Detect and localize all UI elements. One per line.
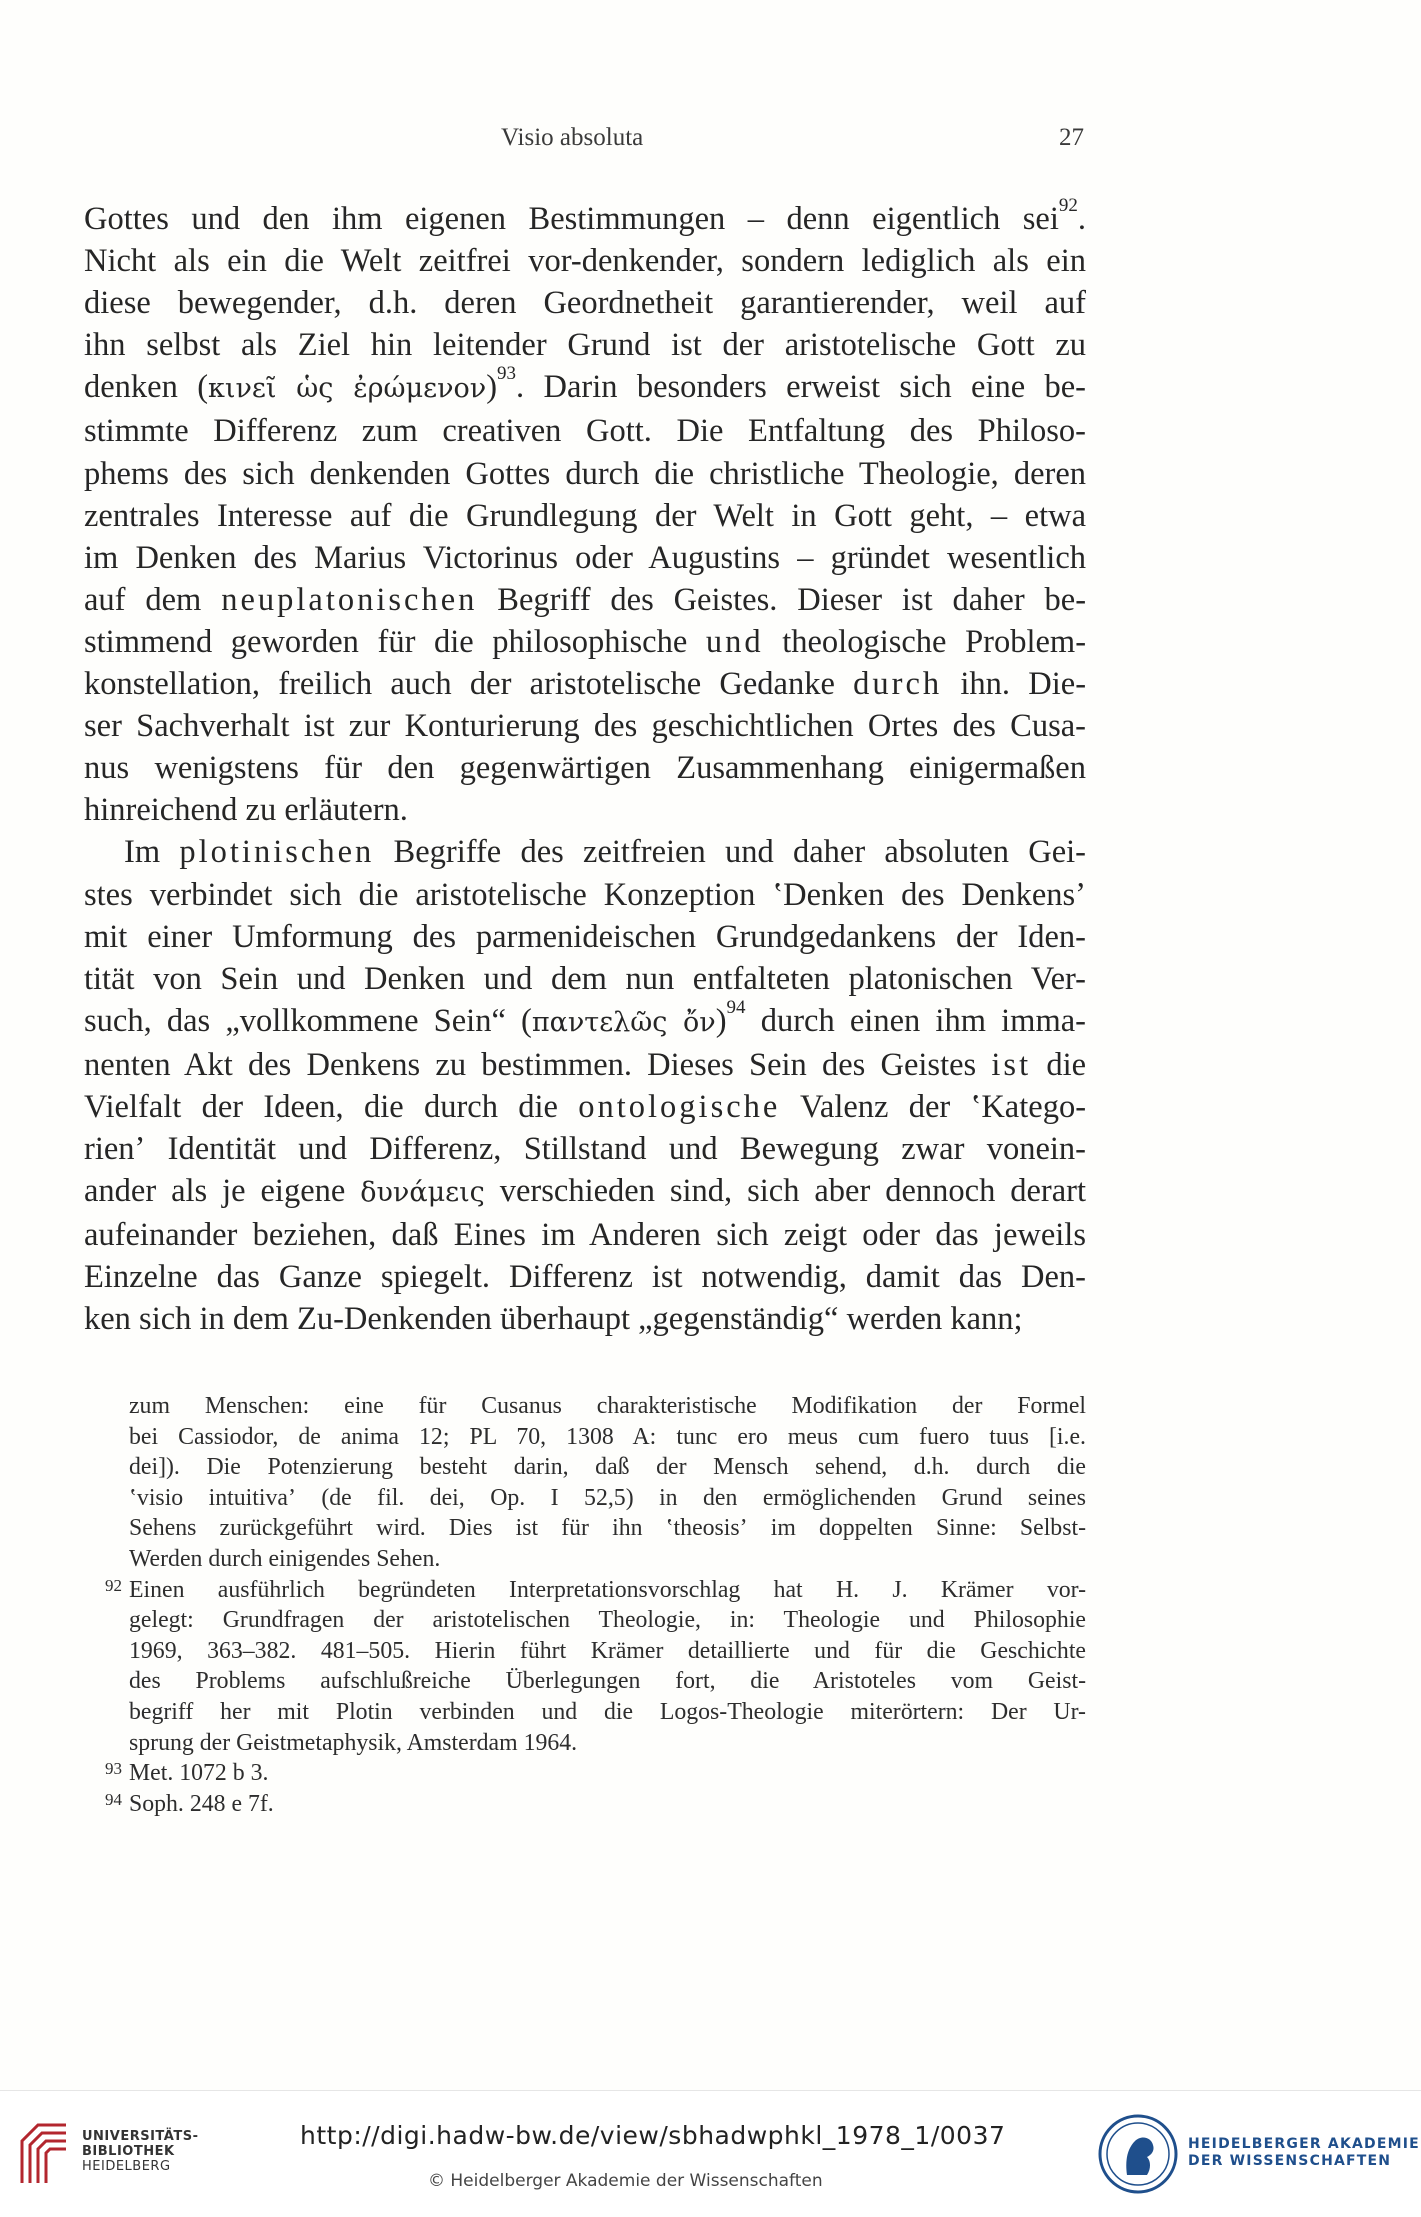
text-line: stimmend geworden für die philosophische und theologische Problem- [84, 623, 1087, 660]
spaced-emphasis: und [705, 623, 764, 660]
permalink[interactable]: http://digi.hadw-bw.de/view/sbhadwphkl_1978_1/0037 [300, 2121, 1006, 2150]
text-line: ander als je eigene δυνάμεις verschieden sind, sich aber dennoch derart [84, 1173, 1087, 1210]
footnote-ref[interactable]: 93 [497, 363, 517, 385]
university-library-name: UNIVERSITÄTS- BIBLIOTHEK HEIDELBERG [82, 2129, 199, 2174]
text-line: tität von Sein und Denken und dem nun entfalteten platonischen Ver- [84, 960, 1086, 997]
text-line: aufeinander beziehen, daß Eines im Anderen sich zeigt oder das jeweils [84, 1217, 1086, 1254]
text-line: phems des sich denkenden Gottes durch die christliche Theologie, deren [84, 455, 1086, 492]
text-line: konstellation, freilich auch der aristotelische Gedanke durch ihn. Die- [84, 666, 1087, 703]
spaced-emphasis: ist [991, 1046, 1032, 1083]
footnote-ref[interactable]: 94 [726, 996, 746, 1018]
text-line: nus wenigstens für den gegenwärtigen Zusammenhang einigermaßen [84, 750, 1086, 787]
footnote-continued: zum Menschen: eine für Cusanus charakteristische Modifikation der Formel bei Cassiodor, de anima 12; PL 70, 1308 A: tunc ero meus cum fuero tuus [i.e. dei]). Die Potenzierung besteht darin, daß der Mensch sehend, d.h. durch die ʽvisio intuitivaʼ (de fil. dei, Op. I 52,5) in den ermöglichenden Grund seines Sehens zurückgeführt wird. Dies ist für ihn ʽtheosisʼ im doppelten Sinne: Selbst- Werden durch einigendes Sehen. [129, 1393, 1086, 1572]
footnote-92: 92 Einen ausführlich begründeten Interpretationsvorschlag hat H. J. Krämer vor- gelegt: Grundfragen der aristotelischen Theologie, in: Theologie und Philosophie 1969, 363–382. 481–505. Hierin führt Krämer detaillierte und für die Geschichte des Problems aufschlußreiche Überlegungen fort, die Aristoteles vom Geist- begriff her mit Plotin verbinden und die Logos-Theologie miterörtern: Der Ur- sprung der Geistmetaphysik, Amsterdam 1964. [84, 1575, 1086, 1759]
main-text [84, 195, 1087, 1341]
text-line: diese bewegender, d.h. deren Geordnetheit garantierender, weil auf [84, 285, 1086, 322]
text-line: Vielfalt der Ideen, die durch die ontologische Valenz der ʽKatego- [84, 1088, 1087, 1125]
footnote-94: 94 Soph. 248 e 7f. [84, 1789, 1086, 1820]
footnote-93: 93 Met. 1072 b 3. [84, 1758, 1086, 1789]
text-line: ser Sachverhalt ist zur Konturierung des geschichtlichen Ortes des Cusa- [84, 708, 1086, 745]
text-line: zentrales Interesse auf die Grundlegung der Welt in Gott geht, – etwa [84, 497, 1086, 534]
copyright-notice: © Heidelberger Akademie der Wissenschaften [428, 2171, 823, 2191]
academy-name: HEIDELBERGER AKADEMIE DER WISSENSCHAFTEN [1188, 2136, 1420, 2169]
text-line: Nicht als ein die Welt zeitfrei vor-denkender, sondern lediglich als ein [84, 243, 1086, 280]
text-line: hinreichend zu erläutern. [84, 792, 408, 829]
text-line: Gottes und den ihm eigenen Bestimmungen – denn eigentlich sei$^{92}$. [84, 195, 1086, 237]
running-title: Visio absoluta [501, 124, 644, 151]
text-line: mit einer Umformung des parmenideischen Grundgedankens der Iden- [84, 918, 1086, 955]
spaced-emphasis: plotinischen [179, 834, 375, 871]
footnote-ref[interactable]: 92 [1058, 195, 1078, 216]
text-line: Im plotinischen Begriffe des zeitfreien und daher absoluten Gei- [124, 834, 1086, 871]
text-line: auf dem neuplatonischen Begriff des Geistes. Dieser ist daher be- [84, 581, 1087, 618]
spaced-emphasis: ontologische [578, 1088, 781, 1125]
text-line: stes verbindet sich die aristotelische Konzeption ʽDenken des Denkensʼ [84, 876, 1086, 913]
footnote-number: 92 [105, 1575, 122, 1595]
text-line: ihn selbst als Ziel hin leitender Grund ist der aristotelische Gott zu [84, 327, 1086, 364]
academy-seal-icon [1097, 2113, 1179, 2195]
page-number: 27 [1059, 124, 1084, 151]
footnotes [84, 1391, 1086, 1819]
text-line: im Denken des Marius Victorinus oder Augustins – gründet wesentlich [84, 539, 1086, 576]
text-line: Einzelne das Ganze spiegelt. Differenz ist notwendig, damit das Den- [84, 1259, 1086, 1296]
greek-phrase: δυνάμεις [360, 1177, 485, 1209]
university-library-logo-icon [16, 2119, 72, 2185]
text-line: ken sich in dem Zu-Denkenden überhaupt „gegenständig“ werden kann; [84, 1301, 1023, 1338]
text-line: stimmte Differenz zum creativen Gott. Die Entfaltung des Philoso- [84, 413, 1086, 450]
spaced-emphasis: durch [853, 666, 943, 703]
greek-phrase: κινεῖ ὡς ἐρώμενον [208, 373, 487, 405]
digitization-footer [0, 2090, 1421, 2217]
footnote-number: 93 [105, 1759, 122, 1779]
text-line: nenten Akt des Denkens zu bestimmen. Dieses Sein des Geistes ist die [84, 1046, 1087, 1083]
greek-phrase: παντελῶς ὄν [531, 1006, 716, 1038]
running-header [84, 124, 1084, 164]
text-line: rienʼ Identität und Differenz, Stillstand und Bewegung zwar vonein- [84, 1131, 1086, 1168]
footnote-number: 94 [105, 1789, 122, 1809]
spaced-emphasis: neuplatonischen [221, 581, 478, 618]
text-line: denken (κινεῖ ὡς ἐρώμενον)$^{93}$. Darin besonders erweist sich eine be- [84, 363, 1086, 406]
text-line: such, das „vollkommene Sein“ (παντελῶς ὄν)$^{94}$ durch einen ihm imma- [84, 996, 1086, 1039]
